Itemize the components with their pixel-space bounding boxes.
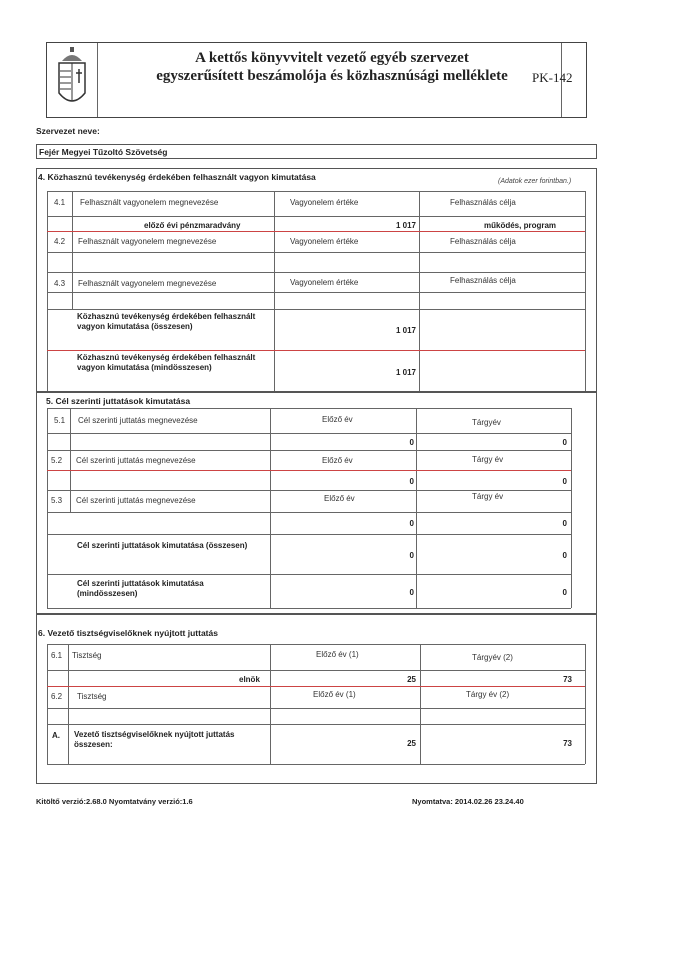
sec6-total-curr[interactable]: 73 [563,739,572,748]
row-5-1-name-label: Cél szerinti juttatás megnevezése [78,416,198,425]
row-4-1-value[interactable]: 1 017 [395,221,416,230]
row-5-3-prev[interactable]: 0 [409,519,414,528]
row-5-2-name-label: Cél szerinti juttatás megnevezése [76,456,196,465]
form-title-line2: egyszerűsített beszámolója és közhasznúsági melléklete [156,68,508,84]
row-5-1-prev-label: Előző év [322,415,353,424]
row-4-1-purpose-label: Felhasználás célja [450,198,516,207]
sec6-total-no: A. [52,731,60,740]
sec5-total-prev[interactable]: 0 [409,551,414,560]
row-4-3-name-label: Felhasznált vagyonelem megnevezése [78,279,217,288]
row-4-1-value-label: Vagyonelem értéke [290,198,359,207]
row-5-1-curr[interactable]: 0 [562,438,567,447]
row-4-1-name[interactable]: előző évi pénzmaradvány [144,221,241,230]
org-name-label: Szervezet neve: [36,126,100,136]
form-header [46,42,587,118]
sec4-total-label: Közhasznú tevékenység érdekében felhasznált vagyon kimutatása (összesen) [77,312,256,331]
row-4-1-name-label: Felhasznált vagyonelem megnevezése [80,198,219,207]
section-6-frame [36,614,597,784]
row-5-2-prev[interactable]: 0 [409,477,414,486]
sec4-total-value[interactable]: 1 017 [395,326,416,335]
row-6-2-prev-label: Előző év (1) [313,690,356,699]
row-6-1-label: Tisztség [72,651,102,660]
row-5-1-no: 5.1 [54,416,66,425]
footer-printed: Nyomtatva: 2014.02.26 23.24.40 [412,797,524,806]
form-title-line1: A kettős könyvvitelt vezető egyéb szervezet [195,50,469,66]
row-5-1-prev[interactable]: 0 [409,438,414,447]
sec6-total-prev[interactable]: 25 [407,739,416,748]
row-4-3-no: 4.3 [54,279,66,288]
row-4-3-value-label: Vagyonelem értéke [290,278,359,287]
sec5-total-label: Cél szerinti juttatások kimutatása (összesen) [77,541,248,550]
row-5-3-curr-label: Tárgy év [472,492,504,501]
sec5-grand-label: Cél szerinti juttatások kimutatása (mindösszesen) [77,579,204,598]
row-6-1-name[interactable]: elnök [239,675,260,684]
row-5-3-name-label: Cél szerinti juttatás megnevezése [76,496,196,505]
row-6-2-label: Tisztség [77,692,107,701]
row-6-1-curr-label: Tárgyév (2) [472,653,513,662]
section-4-title: 4. Közhasznú tevékenység érdekében felhasznált vagyon kimutatása [38,172,316,182]
row-4-2-name-label: Felhasznált vagyonelem megnevezése [78,237,217,246]
sec4-grand-label: Közhasznú tevékenység érdekében felhasznált vagyon kimutatása (mindösszesen) [77,353,256,372]
sec4-grand-value[interactable]: 1 017 [395,368,416,377]
row-4-2-no: 4.2 [54,237,66,246]
row-5-3-curr[interactable]: 0 [562,519,567,528]
row-6-1-prev[interactable]: 25 [407,675,416,684]
sec5-total-curr[interactable]: 0 [562,551,567,560]
row-4-1-no: 4.1 [54,198,66,207]
row-6-2-no: 6.2 [51,692,63,701]
row-6-1-curr[interactable]: 73 [563,675,572,684]
row-5-1-curr-label: Tárgyév [472,418,501,427]
section-5-title: 5. Cél szerinti juttatások kimutatása [46,396,191,406]
row-4-2-value-label: Vagyonelem értéke [290,237,359,246]
sec5-grand-curr[interactable]: 0 [562,588,567,597]
form-code: PK-142 [532,70,573,85]
row-4-1-purpose[interactable]: működés, program [484,221,557,230]
footer-version: Kitöltő verzió:2.68.0 Nyomtatvány verzió:1.6 [36,797,193,806]
row-5-2-prev-label: Előző év [322,456,353,465]
row-5-2-curr[interactable]: 0 [562,477,567,486]
row-6-1-prev-label: Előző év (1) [316,650,359,659]
row-4-2-purpose-label: Felhasználás célja [450,237,516,246]
org-name-field[interactable] [36,144,597,159]
section-4-note: (Adatok ezer forintban.) [498,178,572,185]
section-6-title: 6. Vezető tisztségviselőknek nyújtott juttatás [38,628,218,638]
row-5-2-curr-label: Tárgy év [472,455,504,464]
row-5-2-no: 5.2 [51,456,63,465]
row-6-2-curr-label: Tárgy év (2) [466,690,510,699]
org-name-value: Fejér Megyei Tűzoltó Szövetség [39,147,168,157]
row-5-3-prev-label: Előző év [324,494,355,503]
row-6-1-no: 6.1 [51,651,63,660]
row-5-3-no: 5.3 [51,496,63,505]
sec6-total-label: Vezető tisztségviselőknek nyújtott juttatás összesen: [74,730,235,749]
sec5-grand-prev[interactable]: 0 [409,588,414,597]
row-4-3-purpose-label: Felhasználás célja [450,276,516,285]
coat-of-arms-icon [47,43,98,117]
